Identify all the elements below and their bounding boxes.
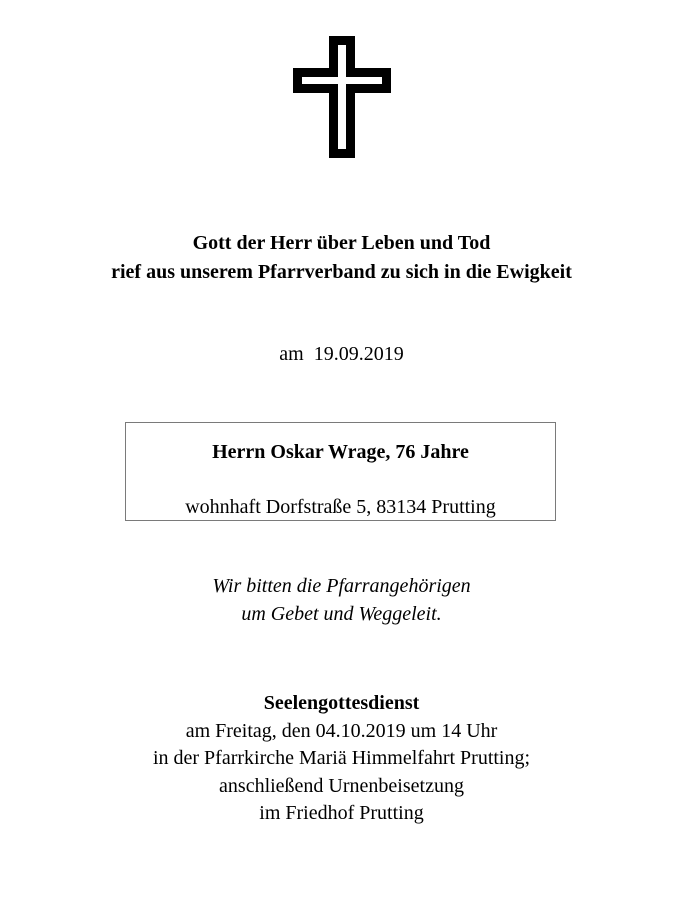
service-line-3: anschließend Urnenbeisetzung — [219, 774, 464, 797]
headline-line-2: rief aus unserem Pfarrverband zu sich in die Ewigkeit — [111, 261, 572, 283]
service-title: Seelengottesdienst — [263, 692, 420, 714]
death-date: am 19.09.2019 — [279, 343, 404, 365]
prayer-request — [0, 572, 683, 628]
deceased-name: Herrn Oskar Wrage, 76 Jahre — [212, 441, 469, 463]
headline-line-1: Gott der Herr über Leben und Tod — [192, 232, 491, 254]
prayer-request-line-1: Wir bitten die Pfarrangehörigen — [212, 575, 471, 597]
headline — [0, 229, 683, 287]
prayer-request-line-2: um Gebet und Weggeleit. — [241, 603, 442, 625]
latin-cross-icon — [293, 36, 391, 158]
service-line-4: im Friedhof Prutting — [259, 802, 424, 824]
deceased-box — [125, 422, 556, 521]
deceased-address: wohnhaft Dorfstraße 5, 83134 Prutting — [185, 496, 496, 518]
service-details — [0, 690, 683, 828]
service-line-2: in der Pfarrkirche Mariä Himmelfahrt Prutting; — [152, 747, 531, 769]
service-line-1: am Freitag, den 04.10.2019 um 14 Uhr — [185, 719, 498, 742]
